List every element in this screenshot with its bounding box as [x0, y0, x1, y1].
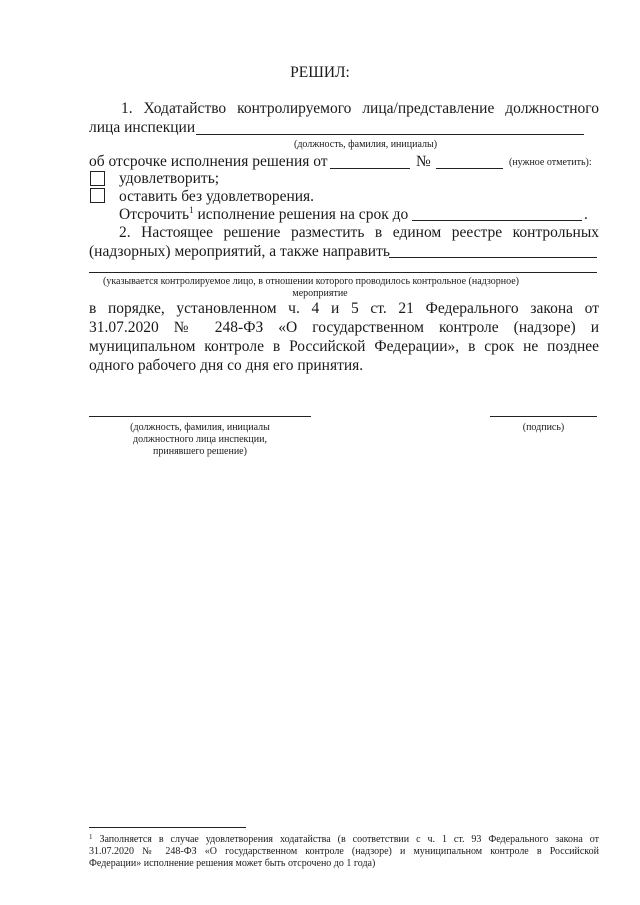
- footnote: [89, 834, 599, 870]
- p1-line3-label: об отсрочке исполнения решения от: [89, 153, 328, 170]
- recipient-field-line-2[interactable]: [89, 272, 597, 273]
- p2-line1: 2. Настоящее решение разместить в едином реестре контрольных: [119, 224, 599, 241]
- p2-body-line1: в порядке, установленном ч. 4 и 5 ст. 21 Федерального закона от: [89, 300, 599, 317]
- footnote-line1: $^1$ Заполняется в случае удовлетворения ходатайства (в соответствии с ч. 1 ст. 93 Федерального закона от: [89, 833, 600, 845]
- p1-line2-label: лица инспекции: [89, 119, 196, 136]
- number-field-line[interactable]: [436, 168, 503, 169]
- recipient-caption-2: мероприятие: [292, 288, 348, 299]
- left-caption-2: должностного лица инспекции,: [133, 434, 267, 445]
- option-reject-label: оставить без удовлетворения.: [119, 188, 315, 205]
- left-caption-3: принявшего решение): [153, 446, 247, 457]
- footnote-line3: Федерации» исполнение решения может быть отсрочено до 1 года): [89, 858, 376, 869]
- defer-period: .: [584, 206, 588, 223]
- p1-line1: 1. Ходатайство контролируемого лица/представление должностного: [121, 100, 599, 117]
- recipient-field-line-1[interactable]: [389, 257, 597, 258]
- signature-line[interactable]: [490, 416, 597, 417]
- p2-body-line3: муниципальном контроле в Российской Федерации», в срок не позднее: [89, 338, 599, 355]
- defer-date-field-line[interactable]: [412, 220, 582, 221]
- option-reject-checkbox[interactable]: [90, 188, 105, 203]
- left-caption-1: (должность, фамилия, инициалы: [130, 422, 270, 433]
- footnote-separator: [89, 827, 246, 828]
- option-approve-label: удовлетворить;: [119, 170, 220, 187]
- recipient-caption-1: (указывается контролируемое лицо, в отношении которого проводилось контрольное (надзорное): [103, 276, 520, 287]
- footnote-ref: 1: [189, 205, 194, 215]
- number-sign: №: [416, 153, 431, 170]
- date-field-line[interactable]: [330, 168, 410, 169]
- defer-label: Отсрочить: [119, 206, 190, 223]
- p2-body-line4: одного рабочего дня со дня его принятия.: [89, 357, 364, 374]
- signature-caption: (подпись): [522, 422, 565, 433]
- official-field-line[interactable]: [196, 134, 584, 135]
- footnote-line2: 31.07.2020 № 248-ФЗ «О государственном контроле (надзоре) и муниципальном контроле в Российской: [89, 846, 599, 857]
- p2-line2: (надзорных) мероприятий, а также направить: [89, 243, 390, 260]
- heading-reshil: РЕШИЛ:: [290, 64, 350, 81]
- official-signature-line[interactable]: [89, 416, 311, 417]
- left-caption-block: [89, 422, 311, 458]
- defer-label-rest: исполнение решения на срок до: [193, 206, 409, 223]
- footnote-mark: 1: [89, 833, 93, 841]
- official-caption: (должность, фамилия, инициалы): [294, 139, 438, 150]
- option-approve-checkbox[interactable]: [90, 171, 105, 186]
- p2-body-line2: 31.07.2020 № 248-ФЗ «О государственном контроле (надзоре) и: [89, 319, 599, 336]
- select-note: (нужное отметить):: [509, 157, 592, 168]
